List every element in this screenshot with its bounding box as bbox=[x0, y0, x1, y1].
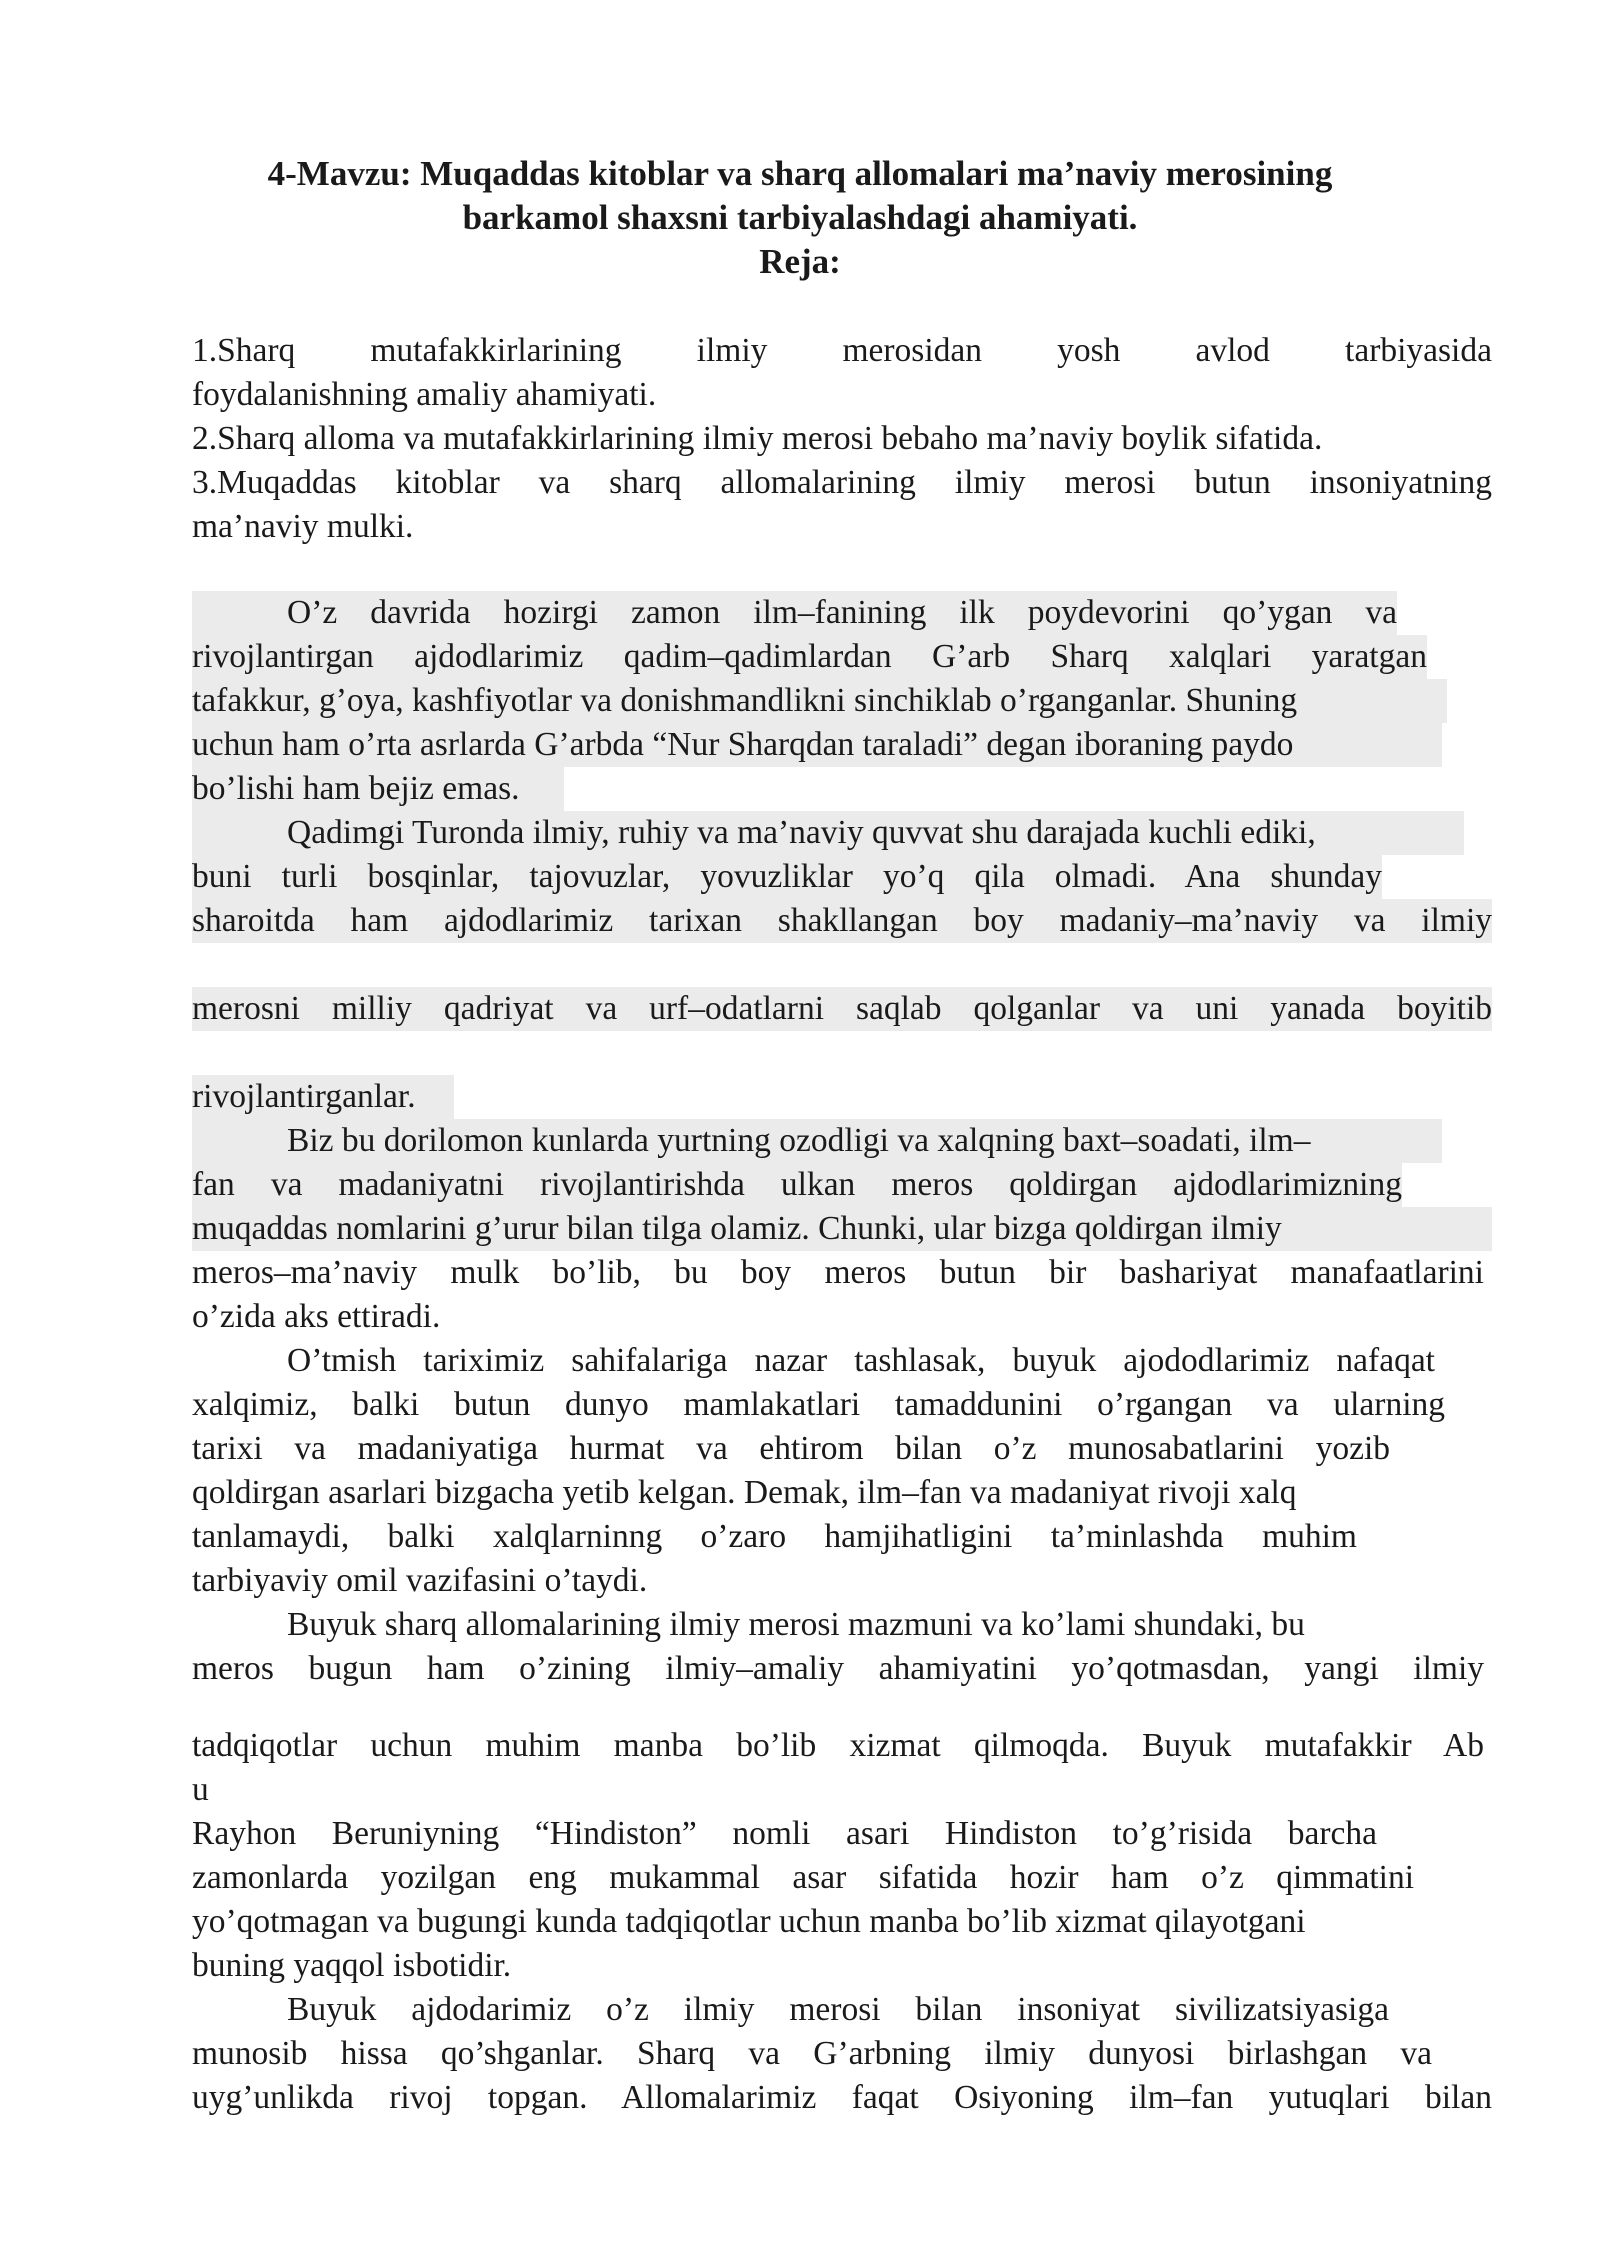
plan-item-2: 2.Sharq alloma va mutafakkirlarining ilmiy merosi bebaho ma’naviy boylik sifatida. bbox=[192, 420, 1323, 457]
paragraph-line: buni turli bosqinlar, tajovuzlar, yovuzliklar yo’q qila olmadi. Ana shunday bbox=[192, 855, 1382, 899]
paragraph-line: tarixi va madaniyatiga hurmat va ehtirom bilan o’z munosabatlarini yozib bbox=[192, 1430, 1390, 1467]
paragraph-line: u bbox=[192, 1771, 209, 1808]
paragraph-line: tadqiqotlar uchun muhim manba bo’lib xizmat qilmoqda. Buyuk mutafakkir Ab bbox=[192, 1727, 1484, 1764]
paragraph-line: Rayhon Beruniyning “Hindiston” nomli asari Hindiston to’g’risida barcha bbox=[192, 1815, 1377, 1852]
title-line-2: barkamol shaxsni tarbiyalashdagi ahamiyati. bbox=[462, 198, 1138, 237]
paragraph-line: uyg’unlikda rivoj topgan. Allomalarimiz faqat Osiyoning ilm–fan yutuqlari bilan bbox=[192, 2079, 1492, 2116]
paragraph-line: Qadimgi Turonda ilmiy, ruhiy va ma’naviy quvvat shu darajada kuchli ediki, bbox=[192, 811, 1464, 855]
paragraph-line: O’tmish tariximiz sahifalariga nazar tashlasak, buyuk ajododlarimiz nafaqat bbox=[287, 1342, 1435, 1379]
document-title bbox=[190, 152, 1410, 284]
title-line-1: 4-Mavzu: Muqaddas kitoblar va sharq allomalari ma’naviy merosining bbox=[267, 154, 1333, 193]
paragraph-line: zamonlarda yozilgan eng mukammal asar sifatida hozir ham o’z qimmatini bbox=[192, 1859, 1414, 1896]
paragraph-line: meros bugun ham o’zining ilmiy–amaliy ahamiyatini yo’qotmasdan, yangi ilmiy bbox=[192, 1650, 1484, 1687]
paragraph-line: sharoitda ham ajdodlarimiz tarixan shakllangan boy madaniy–ma’naviy va ilmiy bbox=[192, 899, 1492, 943]
paragraph-line: o’zida aks ettiradi. bbox=[192, 1298, 441, 1335]
plan-item-1: 1.Sharq mutafakkirlarining ilmiy merosidan yosh avlod tarbiyasida bbox=[192, 332, 1492, 369]
paragraph-line: meros–ma’naviy mulk bo’lib, bu boy meros butun bir bashariyat manafaatlarini bbox=[192, 1254, 1484, 1291]
paragraph-line: tafakkur, g’oya, kashfiyotlar va donishmandlikni sinchiklab o’rganganlar. Shuning bbox=[192, 679, 1447, 723]
paragraph-line: tarbiyaviy omil vazifasini o’taydi. bbox=[192, 1562, 648, 1599]
paragraph-line: tanlamaydi, balki xalqlarninng o’zaro hamjihatligini ta’minlashda muhim bbox=[192, 1518, 1357, 1555]
paragraph-line: fan va madaniyatni rivojlantirishda ulkan meros qoldirgan ajdodlarimizning bbox=[192, 1163, 1402, 1207]
plan-item-1-cont: foydalanishning amaliy ahamiyati. bbox=[192, 376, 657, 413]
plan-item-3-cont: ma’naviy mulki. bbox=[192, 508, 414, 545]
paragraph-line: xalqimiz, balki butun dunyo mamlakatlari tamaddunini o’rgangan va ularning bbox=[192, 1386, 1445, 1423]
paragraph-line: rivojlantirgan ajdodlarimiz qadim–qadimlardan G’arb Sharq xalqlari yaratgan bbox=[192, 635, 1427, 679]
paragraph-line: yo’qotmagan va bugungi kunda tadqiqotlar uchun manba bo’lib xizmat qilayotgani bbox=[192, 1903, 1306, 1940]
paragraph-line: Buyuk sharq allomalarining ilmiy merosi mazmuni va ko’lami shundaki, bu bbox=[287, 1606, 1305, 1643]
paragraph-line: Buyuk ajdodarimiz o’z ilmiy merosi bilan insoniyat sivilizatsiyasiga bbox=[287, 1991, 1389, 2028]
paragraph-line: rivojlantirganlar. bbox=[192, 1075, 454, 1119]
paragraph-line: qoldirgan asarlari bizgacha yetib kelgan. Demak, ilm–fan va madaniyat rivoji xalq bbox=[192, 1474, 1297, 1511]
plan-item-3: 3.Muqaddas kitoblar va sharq allomalarining ilmiy merosi butun insoniyatning bbox=[192, 464, 1492, 501]
paragraph-line: bo’lishi ham bejiz emas. bbox=[192, 767, 564, 811]
paragraph-line: buning yaqqol isbotidir. bbox=[192, 1947, 512, 1984]
paragraph-line: muqaddas nomlarini g’urur bilan tilga olamiz. Chunki, ular bizga qoldirgan ilmiy bbox=[192, 1207, 1492, 1251]
paragraph-line: uchun ham o’rta asrlarda G’arbda “Nur Sharqdan taraladi” degan iboraning paydo bbox=[192, 723, 1442, 767]
paragraph-line: O’z davrida hozirgi zamon ilm–fanining ilk poydevorini qo’ygan va bbox=[192, 591, 1397, 635]
plan-heading: Reja: bbox=[759, 242, 841, 281]
paragraph-line: Biz bu dorilomon kunlarda yurtning ozodligi va xalqning baxt–soadati, ilm– bbox=[192, 1119, 1442, 1163]
paragraph-line: munosib hissa qo’shganlar. Sharq va G’arbning ilmiy dunyosi birlashgan va bbox=[192, 2035, 1432, 2072]
paragraph-line: merosni milliy qadriyat va urf–odatlarni saqlab qolganlar va uni yanada boyitib bbox=[192, 987, 1492, 1031]
